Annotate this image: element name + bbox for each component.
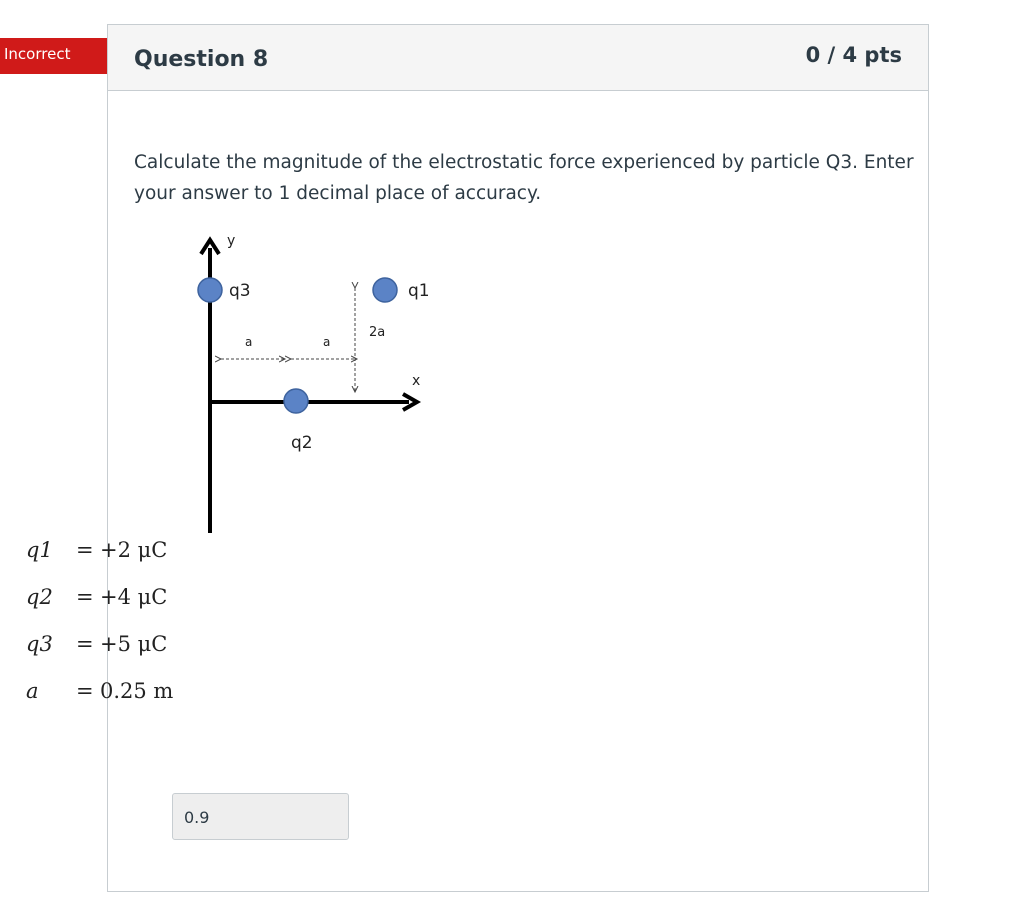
dim-a-left-label: a <box>245 335 253 349</box>
charge-diagram <box>187 228 430 538</box>
particle-q3 <box>198 278 222 302</box>
given-value: 0.25 m <box>100 679 174 703</box>
given-row: q1 = +2 μC <box>26 538 168 562</box>
q3-label: q3 <box>229 281 251 301</box>
x-axis-label: x <box>412 373 421 389</box>
given-var: q2 <box>26 585 53 609</box>
particle-q1 <box>373 278 397 302</box>
dim-a-right-label: a <box>323 335 331 349</box>
given-row: q2 = +4 μC <box>26 585 168 609</box>
incorrect-label: Incorrect <box>4 45 71 63</box>
given-var: q3 <box>26 632 53 656</box>
question-title: Question 8 <box>134 47 269 72</box>
question-prompt: Calculate the magnitude of the electrostatic force experienced by particle Q3. Enter your answer to 1 decimal place of accuracy. <box>134 152 914 204</box>
given-values <box>26 538 173 726</box>
given-var: q1 <box>26 538 53 562</box>
y-axis-label: y <box>227 233 236 249</box>
points-score: 0 / 4 pts <box>805 43 902 67</box>
q2-label: q2 <box>291 433 313 453</box>
given-value: +5 μC <box>100 632 168 656</box>
dim-2a-label: 2a <box>369 325 386 340</box>
given-row: a = 0.25 m <box>26 679 174 703</box>
given-value: +2 μC <box>100 538 168 562</box>
question-header <box>108 25 928 91</box>
given-var: a <box>26 679 39 703</box>
particle-q2 <box>284 389 308 413</box>
q1-label: q1 <box>408 281 430 301</box>
given-row: q3 = +5 μC <box>26 632 168 656</box>
answer-input[interactable]: 0.9 <box>172 793 349 840</box>
given-value: +4 μC <box>100 585 168 609</box>
